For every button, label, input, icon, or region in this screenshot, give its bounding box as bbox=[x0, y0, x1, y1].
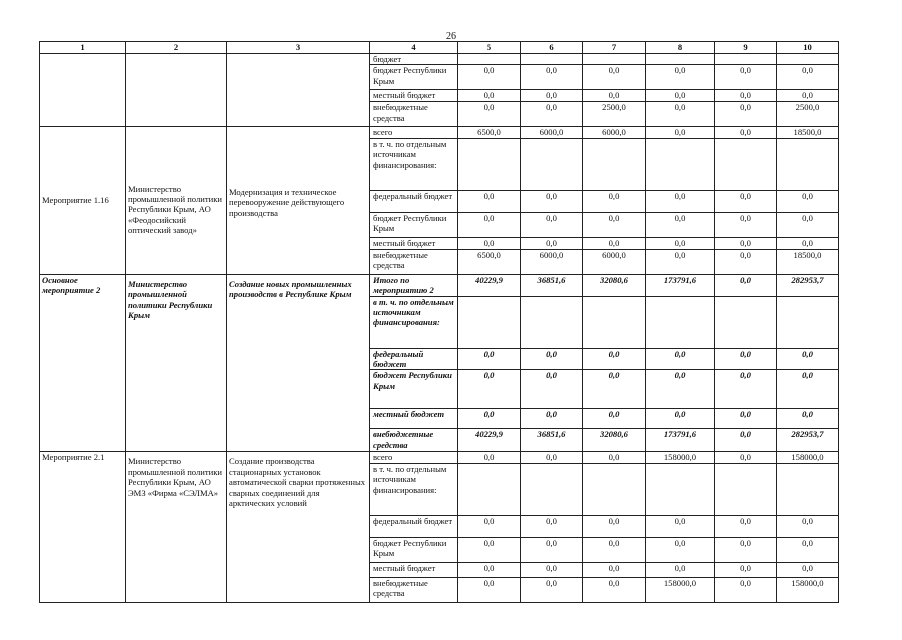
column-number-header: 8 bbox=[646, 42, 715, 54]
amount-cell: 0,0 bbox=[777, 348, 839, 370]
column-number-header: 2 bbox=[126, 42, 227, 54]
column-number-header: 10 bbox=[777, 42, 839, 54]
amount-cell: 0,0 bbox=[458, 562, 521, 577]
amount-cell: 6000,0 bbox=[583, 249, 646, 274]
amount-cell: 0,0 bbox=[583, 65, 646, 90]
amount-cell: 0,0 bbox=[583, 537, 646, 562]
amount-cell: 0,0 bbox=[521, 102, 583, 127]
funding-source-cell: федеральный бюджет bbox=[370, 515, 458, 537]
amount-cell: 0,0 bbox=[583, 577, 646, 602]
amount-cell: 0,0 bbox=[715, 348, 777, 370]
amount-cell: 0,0 bbox=[521, 562, 583, 577]
funding-source-cell: в т. ч. по отдельным источникам финансирования: bbox=[370, 463, 458, 515]
measure-name-cell: Основное мероприятие 2 bbox=[40, 274, 126, 452]
amount-cell bbox=[458, 463, 521, 515]
amount-cell: 0,0 bbox=[715, 90, 777, 102]
description-cell: Модернизация и техническое перевооружение действующего производства bbox=[227, 127, 370, 274]
amount-cell bbox=[646, 296, 715, 348]
funding-source-cell: местный бюджет bbox=[370, 90, 458, 102]
amount-cell bbox=[715, 54, 777, 65]
amount-cell: 0,0 bbox=[715, 429, 777, 452]
amount-cell: 0,0 bbox=[583, 237, 646, 249]
amount-cell: 0,0 bbox=[458, 537, 521, 562]
amount-cell: 0,0 bbox=[715, 249, 777, 274]
amount-cell: 0,0 bbox=[458, 65, 521, 90]
column-number-header: 5 bbox=[458, 42, 521, 54]
amount-cell: 0,0 bbox=[715, 452, 777, 463]
amount-cell: 0,0 bbox=[777, 190, 839, 212]
amount-cell: 173791,6 bbox=[646, 429, 715, 452]
amount-cell: 0,0 bbox=[583, 452, 646, 463]
amount-cell bbox=[646, 54, 715, 65]
amount-cell: 0,0 bbox=[646, 348, 715, 370]
amount-cell bbox=[583, 296, 646, 348]
funding-source-cell: местный бюджет bbox=[370, 562, 458, 577]
amount-cell: 0,0 bbox=[521, 452, 583, 463]
column-number-header: 1 bbox=[40, 42, 126, 54]
amount-cell: 0,0 bbox=[646, 65, 715, 90]
amount-cell: 0,0 bbox=[715, 237, 777, 249]
executor-cell: Министерство промышленной политики Республики Крым, АО «Феодосийский оптический завод» bbox=[126, 127, 227, 274]
financing-table bbox=[39, 41, 839, 603]
amount-cell: 0,0 bbox=[646, 515, 715, 537]
table-row bbox=[40, 452, 839, 463]
amount-cell: 0,0 bbox=[458, 577, 521, 602]
funding-source-cell: внебюджетные средства bbox=[370, 429, 458, 452]
amount-cell: 0,0 bbox=[715, 65, 777, 90]
amount-cell: 0,0 bbox=[521, 515, 583, 537]
funding-source-cell: местный бюджет bbox=[370, 409, 458, 429]
amount-cell: 0,0 bbox=[715, 537, 777, 562]
amount-cell: 18500,0 bbox=[777, 249, 839, 274]
amount-cell bbox=[715, 296, 777, 348]
amount-cell: 32080,6 bbox=[583, 274, 646, 296]
amount-cell: 0,0 bbox=[646, 212, 715, 237]
amount-cell: 2500,0 bbox=[777, 102, 839, 127]
amount-cell: 0,0 bbox=[646, 370, 715, 409]
amount-cell: 0,0 bbox=[458, 90, 521, 102]
amount-cell: 0,0 bbox=[521, 370, 583, 409]
amount-cell: 0,0 bbox=[715, 212, 777, 237]
amount-cell: 32080,6 bbox=[583, 429, 646, 452]
funding-source-cell: бюджет Республики Крым bbox=[370, 212, 458, 237]
amount-cell: 0,0 bbox=[777, 65, 839, 90]
amount-cell: 0,0 bbox=[583, 212, 646, 237]
measure-name-cell: Мероприятие 1.16 bbox=[40, 127, 126, 274]
column-number-header: 4 bbox=[370, 42, 458, 54]
amount-cell: 158000,0 bbox=[777, 452, 839, 463]
funding-source-cell: бюджет bbox=[370, 54, 458, 65]
amount-cell: 0,0 bbox=[521, 537, 583, 562]
funding-source-cell: местный бюджет bbox=[370, 237, 458, 249]
column-number-header: 6 bbox=[521, 42, 583, 54]
amount-cell bbox=[583, 138, 646, 190]
amount-cell bbox=[777, 138, 839, 190]
amount-cell: 6000,0 bbox=[521, 127, 583, 138]
amount-cell: 0,0 bbox=[583, 370, 646, 409]
amount-cell bbox=[521, 54, 583, 65]
amount-cell: 0,0 bbox=[521, 190, 583, 212]
column-number-header: 9 bbox=[715, 42, 777, 54]
amount-cell: 0,0 bbox=[715, 562, 777, 577]
amount-cell: 0,0 bbox=[777, 90, 839, 102]
table-body bbox=[40, 54, 839, 603]
amount-cell: 0,0 bbox=[715, 127, 777, 138]
amount-cell: 0,0 bbox=[583, 90, 646, 102]
amount-cell: 0,0 bbox=[583, 348, 646, 370]
amount-cell: 0,0 bbox=[583, 409, 646, 429]
table-row bbox=[40, 127, 839, 138]
amount-cell: 0,0 bbox=[777, 370, 839, 409]
amount-cell bbox=[583, 463, 646, 515]
amount-cell: 0,0 bbox=[715, 102, 777, 127]
funding-source-cell: бюджет Республики Крым bbox=[370, 370, 458, 409]
amount-cell: 0,0 bbox=[458, 212, 521, 237]
funding-source-cell: федеральный бюджет bbox=[370, 348, 458, 370]
executor-cell bbox=[126, 54, 227, 127]
amount-cell: 0,0 bbox=[458, 348, 521, 370]
funding-source-cell: внебюджетные средства bbox=[370, 249, 458, 274]
amount-cell: 0,0 bbox=[777, 537, 839, 562]
amount-cell: 0,0 bbox=[458, 370, 521, 409]
funding-source-cell: всего bbox=[370, 452, 458, 463]
amount-cell: 0,0 bbox=[646, 190, 715, 212]
amount-cell: 0,0 bbox=[521, 212, 583, 237]
amount-cell: 0,0 bbox=[715, 577, 777, 602]
amount-cell: 0,0 bbox=[583, 515, 646, 537]
amount-cell: 18500,0 bbox=[777, 127, 839, 138]
amount-cell: 0,0 bbox=[646, 90, 715, 102]
funding-source-cell: внебюджетные средства bbox=[370, 577, 458, 602]
table-row bbox=[40, 274, 839, 296]
amount-cell: 0,0 bbox=[777, 237, 839, 249]
amount-cell: 2500,0 bbox=[583, 102, 646, 127]
description-cell: Создание производства стационарных установок автоматической сварки протяженных сварных соединений для арктических условий bbox=[227, 452, 370, 602]
amount-cell: 0,0 bbox=[521, 409, 583, 429]
amount-cell: 0,0 bbox=[646, 127, 715, 138]
column-number-header: 3 bbox=[227, 42, 370, 54]
executor-cell: Министерство промышленной политики Республики Крым, АО ЭМЗ «Фирма «СЭЛМА» bbox=[126, 452, 227, 602]
funding-source-cell: в т. ч. по отдельным источникам финансирования: bbox=[370, 138, 458, 190]
description-cell: Создание новых промышленных производств в Республике Крым bbox=[227, 274, 370, 452]
amount-cell: 158000,0 bbox=[646, 577, 715, 602]
amount-cell: 36851,6 bbox=[521, 429, 583, 452]
amount-cell: 0,0 bbox=[458, 409, 521, 429]
amount-cell: 0,0 bbox=[646, 249, 715, 274]
amount-cell bbox=[715, 463, 777, 515]
amount-cell: 0,0 bbox=[777, 212, 839, 237]
funding-source-cell: федеральный бюджет bbox=[370, 190, 458, 212]
measure-name-cell: Мероприятие 2.1 bbox=[40, 452, 126, 602]
amount-cell: 0,0 bbox=[715, 274, 777, 296]
amount-cell: 6000,0 bbox=[583, 127, 646, 138]
amount-cell: 0,0 bbox=[583, 562, 646, 577]
amount-cell bbox=[777, 54, 839, 65]
amount-cell bbox=[458, 138, 521, 190]
amount-cell bbox=[777, 463, 839, 515]
amount-cell bbox=[715, 138, 777, 190]
amount-cell: 0,0 bbox=[646, 409, 715, 429]
amount-cell: 0,0 bbox=[646, 237, 715, 249]
amount-cell: 0,0 bbox=[521, 90, 583, 102]
amount-cell: 282953,7 bbox=[777, 274, 839, 296]
amount-cell bbox=[646, 138, 715, 190]
description-cell bbox=[227, 54, 370, 127]
amount-cell: 0,0 bbox=[583, 190, 646, 212]
amount-cell: 0,0 bbox=[458, 452, 521, 463]
amount-cell: 0,0 bbox=[646, 102, 715, 127]
amount-cell: 0,0 bbox=[777, 562, 839, 577]
funding-source-cell: внебюджетные средства bbox=[370, 102, 458, 127]
column-number-header: 7 bbox=[583, 42, 646, 54]
amount-cell bbox=[521, 138, 583, 190]
table-row bbox=[40, 54, 839, 65]
amount-cell: 0,0 bbox=[646, 537, 715, 562]
amount-cell bbox=[583, 54, 646, 65]
amount-cell: 0,0 bbox=[521, 348, 583, 370]
amount-cell: 0,0 bbox=[777, 515, 839, 537]
executor-cell: Министерство промышленной политики Республики Крым bbox=[126, 274, 227, 452]
funding-source-cell: Итого по мероприятию 2 bbox=[370, 274, 458, 296]
amount-cell bbox=[521, 296, 583, 348]
amount-cell: 6500,0 bbox=[458, 249, 521, 274]
funding-source-cell: бюджет Республики Крым bbox=[370, 537, 458, 562]
amount-cell: 158000,0 bbox=[646, 452, 715, 463]
amount-cell: 0,0 bbox=[458, 237, 521, 249]
amount-cell bbox=[458, 54, 521, 65]
amount-cell: 0,0 bbox=[521, 577, 583, 602]
page-number: 26 bbox=[446, 31, 456, 42]
amount-cell: 0,0 bbox=[715, 409, 777, 429]
amount-cell bbox=[646, 463, 715, 515]
amount-cell: 6000,0 bbox=[521, 249, 583, 274]
amount-cell: 36851,6 bbox=[521, 274, 583, 296]
amount-cell: 0,0 bbox=[458, 190, 521, 212]
amount-cell: 282953,7 bbox=[777, 429, 839, 452]
funding-source-cell: бюджет Республики Крым bbox=[370, 65, 458, 90]
funding-source-cell: в т. ч. по отдельным источникам финансирования: bbox=[370, 296, 458, 348]
amount-cell: 158000,0 bbox=[777, 577, 839, 602]
column-number-row bbox=[40, 42, 839, 54]
amount-cell: 0,0 bbox=[777, 409, 839, 429]
funding-source-cell: всего bbox=[370, 127, 458, 138]
amount-cell: 0,0 bbox=[521, 65, 583, 90]
amount-cell: 0,0 bbox=[715, 370, 777, 409]
amount-cell: 40229,9 bbox=[458, 274, 521, 296]
amount-cell bbox=[458, 296, 521, 348]
amount-cell: 0,0 bbox=[521, 237, 583, 249]
amount-cell bbox=[777, 296, 839, 348]
amount-cell bbox=[521, 463, 583, 515]
amount-cell: 0,0 bbox=[646, 562, 715, 577]
amount-cell: 0,0 bbox=[458, 515, 521, 537]
amount-cell: 6500,0 bbox=[458, 127, 521, 138]
amount-cell: 0,0 bbox=[458, 102, 521, 127]
measure-name-cell bbox=[40, 54, 126, 127]
amount-cell: 173791,6 bbox=[646, 274, 715, 296]
amount-cell: 40229,9 bbox=[458, 429, 521, 452]
amount-cell: 0,0 bbox=[715, 515, 777, 537]
amount-cell: 0,0 bbox=[715, 190, 777, 212]
